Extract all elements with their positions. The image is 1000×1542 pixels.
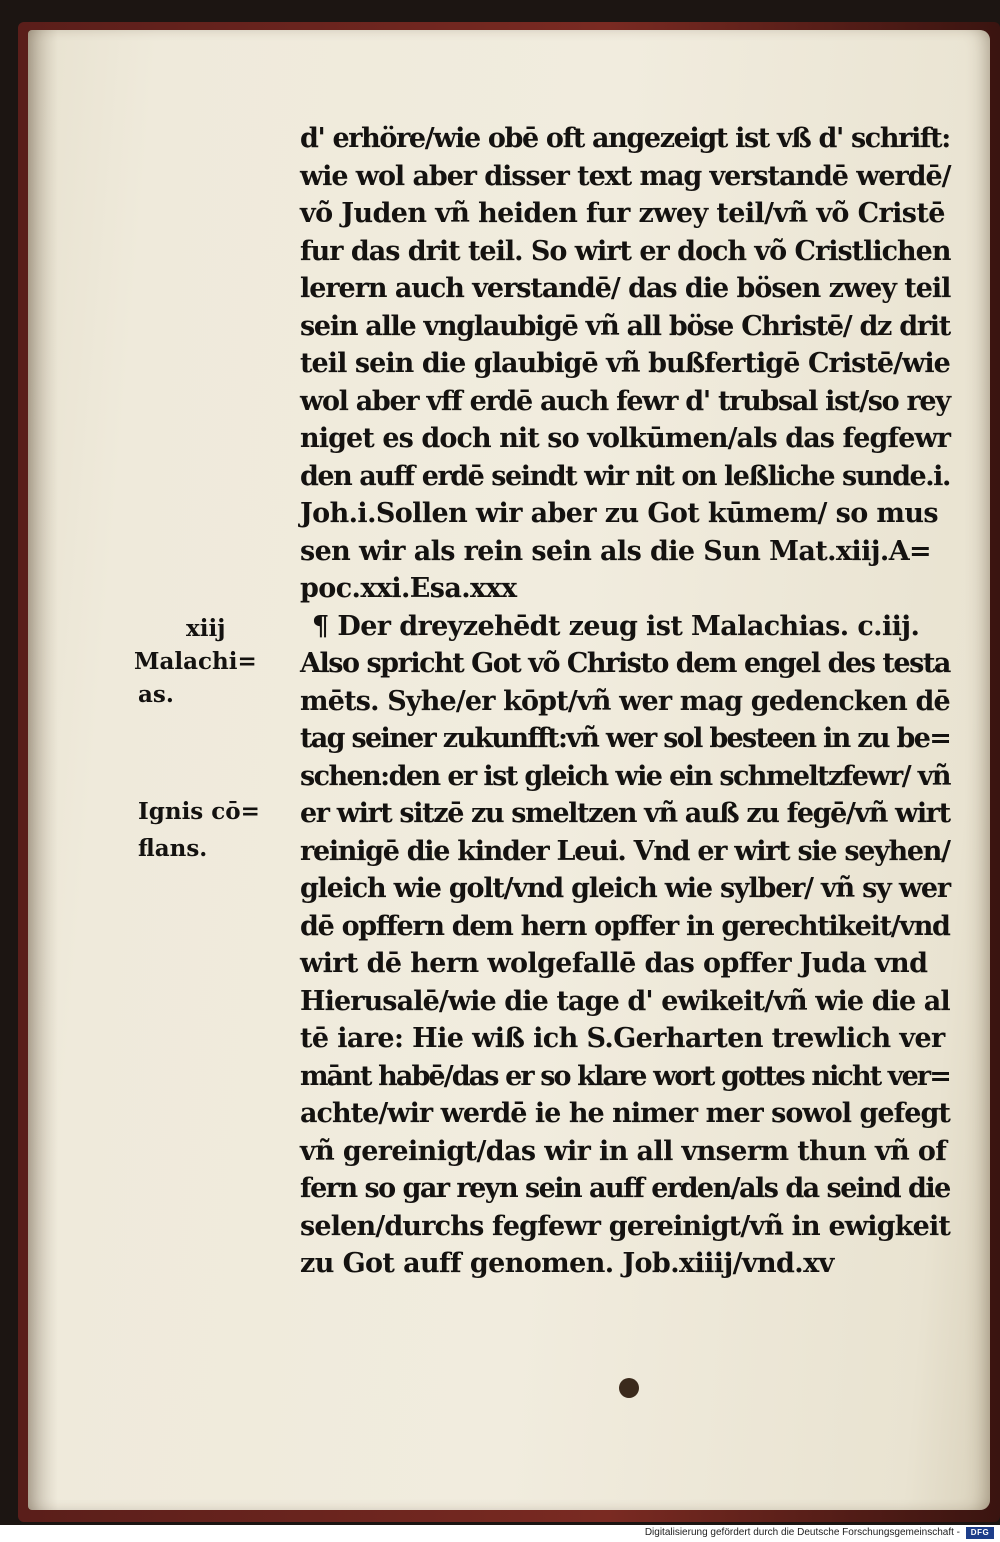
text-line: teil sein die glaubigē vñ bußfertigē Cristē/wie <box>300 348 950 379</box>
margin-note-ignis: Ignis cō= <box>138 798 260 825</box>
text-line: Hierusalē/wie die tage d' ewikeit/vñ wie die al <box>300 985 950 1017</box>
text-line: achte/wir werdē ie he nimer mer sowol gefegt <box>300 1098 950 1129</box>
text-line: mēts. Syhe/er kōpt/vñ wer mag gedencken dē <box>300 685 950 717</box>
margin-note-malachias-cont: as. <box>138 681 174 708</box>
text-line: fern so gar reyn sein auff erden/als da seind die <box>300 1173 950 1204</box>
text-line: wol aber vff erdē auch fewr d' trubsal ist/so rey <box>300 385 950 417</box>
text-line: dē opffern dem hern opffer in gerechtikeit/vnd <box>300 910 950 942</box>
text-line: zu Got auff genomen. Job.xiiij/vnd.xv <box>300 1248 834 1279</box>
ink-blot <box>619 1378 639 1398</box>
text-line: niget es doch nit so volkūmen/als das fegfewr <box>300 423 951 454</box>
text-line: wie wol aber disser text mag verstandē werdē/ <box>300 160 951 192</box>
text-line: fur das drit teil. So wirt er doch võ Cristlichen <box>300 235 951 267</box>
text-line: sein alle vnglaubigē vñ all böse Christē/ dz drit <box>300 310 950 342</box>
text-line: den auff erdē seindt wir nit on leßliche sunde.i. <box>300 460 950 492</box>
text-line: mānt habē/das er so klare wort gottes nicht ver= <box>300 1060 950 1092</box>
text-line: tag seiner zukunfft:vñ wer sol besteen in zu be= <box>300 723 951 754</box>
text-line: wirt dē hern wolgefallē das opffer Juda vnd <box>300 948 928 979</box>
funding-credit: Digitalisierung gefördert durch die Deutsche Forschungsgemeinschaft - <box>644 1527 960 1538</box>
paragraph-start-line: ¶ Der dreyzehēdt zeug ist Malachias. c.iij. <box>312 610 920 642</box>
main-text-block <box>300 120 950 1283</box>
page-fold-shadow <box>28 30 58 1510</box>
text-line: reinigē die kinder Leui. Vnd er wirt sie seyhen/ <box>300 835 950 867</box>
text-line: schen:den er ist gleich wie ein schmeltzfewr/ vñ <box>300 760 950 792</box>
text-line: selen/durchs fegfewr gereinigt/vñ in ewigkeit <box>300 1210 951 1242</box>
text-line: er wirt sitzē zu smeltzen vñ auß zu fegē/vñ wirt <box>300 798 950 829</box>
margin-note-malachias: Malachi= <box>134 648 257 675</box>
margin-note-chapter: xiij <box>186 615 226 642</box>
text-line: Also spricht Got võ Christo dem engel des testa <box>300 648 950 679</box>
text-line: gleich wie golt/vnd gleich wie sylber/ vñ sy wer <box>300 873 950 904</box>
text-line: sen wir als rein sein als die Sun Mat.xiij.A= <box>300 535 932 567</box>
digitization-footer <box>0 1525 1000 1542</box>
text-line: poc.xxi.Esa.xxx <box>300 573 517 604</box>
text-line: võ Juden vñ heiden fur zwey teil/vñ võ Cristē <box>300 198 945 229</box>
text-line: Joh.i.Sollen wir aber zu Got kūmem/ so mus <box>300 498 939 529</box>
text-line: tē iare: Hie wiß ich S.Gerharten trewlich ver <box>300 1023 945 1054</box>
dfg-logo: DFG <box>966 1527 994 1539</box>
margin-note-ignis-cont: flans. <box>138 835 208 862</box>
text-line: d' erhöre/wie obē oft angezeigt ist vß d' schrift: <box>300 123 950 154</box>
text-line: vñ gereinigt/das wir in all vnserm thun vñ of <box>300 1135 947 1167</box>
text-line: lerern auch verstandē/ das die bösen zwey teil <box>300 273 951 304</box>
